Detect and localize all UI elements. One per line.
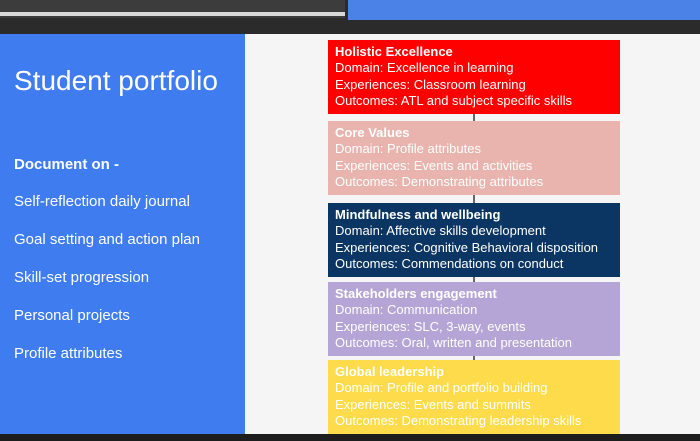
card-heading: Holistic Excellence [335,44,453,59]
card-outcomes: Outcomes: ATL and subject specific skills [335,92,572,108]
card-outcomes: Outcomes: Commendations on conduct [335,255,564,271]
sidebar-item-personal-projects: Personal projects [14,307,130,324]
card-domain: Domain: Profile and portfolio building [335,380,548,396]
card-experiences: Experiences: Events and summits [335,396,531,412]
sidebar-item-goal-setting: Goal setting and action plan [14,231,200,248]
pillar-card-holistic-excellence [328,40,620,114]
card-outcomes: Outcomes: Oral, written and presentation [335,334,573,350]
sidebar-title: Student portfolio [14,65,218,96]
sidebar-item-profile-attributes: Profile attributes [14,345,123,362]
pillar-card-stakeholders [328,282,620,356]
sidebar-item-journal: Self-reflection daily journal [14,193,190,210]
pillar-card-mindfulness [328,203,620,277]
slide-canvas [0,34,700,434]
sidebar-subheading: Document on - [14,156,119,173]
card-heading: Mindfulness and wellbeing [335,207,501,222]
next-slide-thumbnail[interactable] [348,0,700,20]
card-domain: Domain: Excellence in learning [335,60,514,76]
card-experiences: Experiences: Cognitive Behavioral disposition [335,239,599,255]
card-experiences: Experiences: Classroom learning [335,76,526,92]
thumbnail-highlight-bar [0,12,345,16]
card-experiences: Experiences: Events and activities [335,157,533,173]
previous-slide-thumbnail[interactable] [0,0,345,18]
connector-line [473,114,475,121]
card-experiences: Experiences: SLC, 3-way, events [335,318,526,334]
card-heading: Stakeholders engagement [335,286,497,301]
card-heading: Global leadership [335,364,445,379]
card-outcomes: Outcomes: Demonstrating leadership skills [335,412,582,428]
card-domain: Domain: Communication [335,302,478,318]
sidebar-list [14,193,200,383]
connector-line [473,195,475,203]
card-domain: Domain: Profile attributes [335,141,481,157]
pillar-card-core-values [328,121,620,195]
bottom-bar [0,434,700,441]
sidebar-item-skill-set: Skill-set progression [14,269,150,286]
pillar-card-global-leadership [328,360,620,434]
sidebar-panel [0,34,245,434]
slide-thumbnail-strip [0,0,700,34]
card-domain: Domain: Affective skills development [335,223,546,239]
card-heading: Core Values [335,125,410,140]
card-outcomes: Outcomes: Demonstrating attributes [335,173,544,189]
